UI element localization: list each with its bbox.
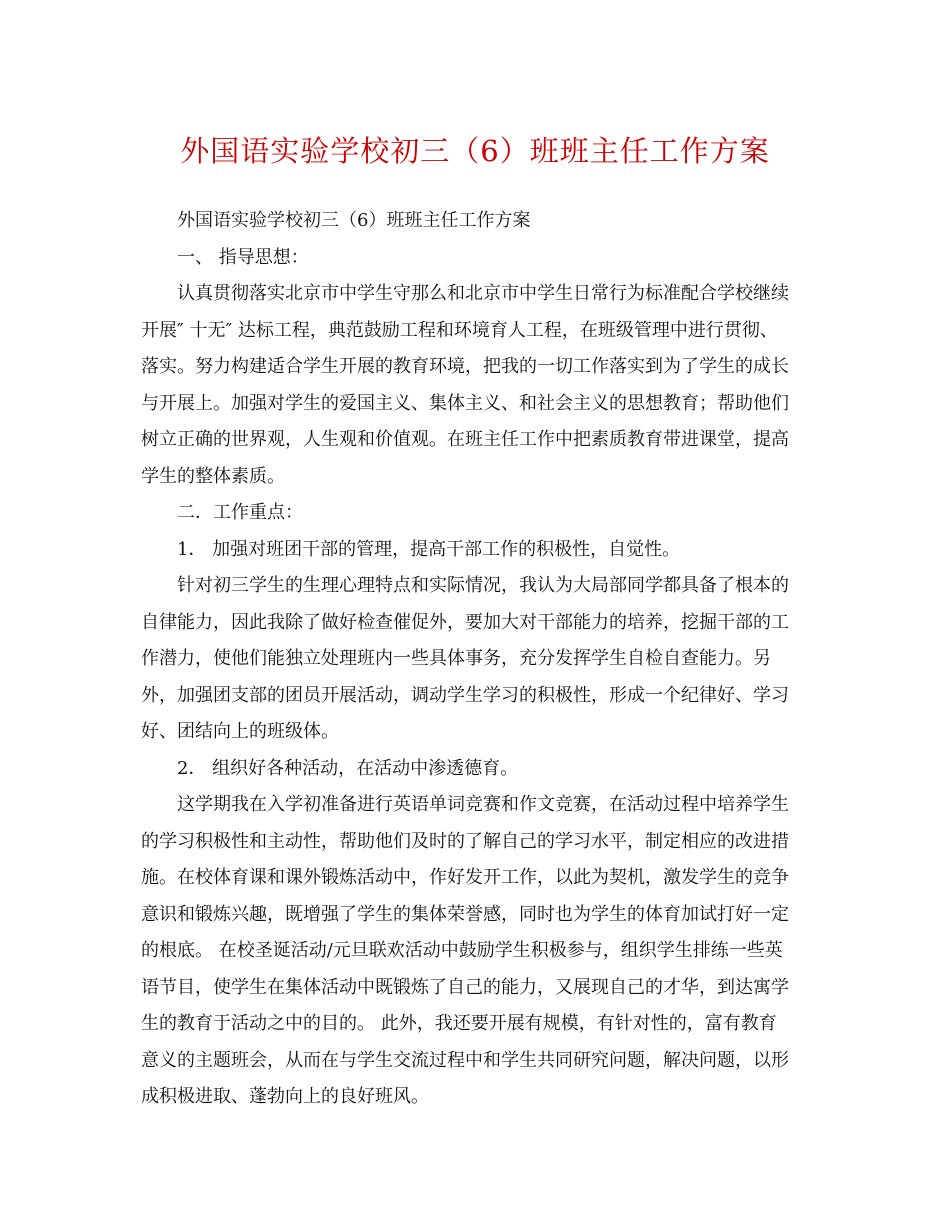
paragraph-line: 作潜力，使他们能独立处理班内一些具体事务，充分发挥学生自检自查能力。另 — [141, 648, 771, 669]
paragraph-line: 语节目，使学生在集体活动中既锻炼了自己的能力，又展现自己的才华，到达寓学 — [141, 976, 789, 998]
paragraph-line: 成积极进取、蓬勃向上的良好班风。 — [141, 1086, 429, 1107]
paragraph-line: 好、团结向上的班级体。 — [141, 721, 339, 742]
paragraph-line: 意义的主题班会，从而在与学生交流过程中和学生共同研究问题，解决问题，以形 — [141, 1049, 789, 1071]
paragraph-line: 的根底。 在校圣诞活动/元旦联欢活动中鼓励学生积极参与，组织学生排练一些英 — [141, 940, 783, 961]
list-item-heading: 1． 加强对班团干部的管理，提高干部工作的积极性，自觉性。 — [177, 538, 681, 560]
document-body — [141, 203, 813, 1116]
paragraph-line: 树立正确的世界观，人生观和价值观。在班主任工作中把素质教育带进课堂，提高 — [141, 429, 789, 450]
document-title: 外国语实验学校初三（6）班班主任工作方案 — [180, 134, 770, 168]
paragraph-line: 落实。努力构建适合学生开展的教育环境，把我的一切工作落实到为了学生的成长 — [141, 356, 789, 377]
paragraph-line: 这学期我在入学初准备进行英语单词竞赛和作文竞赛，在活动过程中培养学生 — [177, 794, 789, 815]
paragraph-line: 外，加强团支部的团员开展活动，调动学生学习的积极性，形成一个纪律好、学习 — [141, 684, 789, 706]
paragraph-line: 施。在校体育课和课外锻炼活动中，作好发开工作，以此为契机，激发学生的竞争 — [141, 867, 789, 888]
paragraph-line: 与开展上。加强对学生的爱国主义、集体主义、和社会主义的思想教育；帮助他们 — [141, 392, 789, 414]
list-item-heading: 2． 组织好各种活动，在活动中渗透德育。 — [177, 757, 519, 779]
paragraph-line: 认真贯彻落实北京市中学生守那么和北京市中学生日常行为标准配合学校继续 — [177, 283, 789, 304]
paragraph-line: 意识和锻炼兴趣，既增强了学生的集体荣誉感，同时也为学生的体育加试打好一定 — [141, 903, 789, 925]
paragraph-line: 针对初三学生的生理心理特点和实际情况，我认为大局部同学都具备了根本的 — [177, 575, 789, 596]
paragraph-line: 自律能力，因此我除了做好检查催促外，要加大对干部能力的培养，挖掘干部的工 — [141, 611, 789, 633]
paragraph-line: 开展″ 十无″ 达标工程，典范鼓励工程和环境育人工程，在班级管理中进行贯彻、 — [141, 319, 778, 341]
section-heading-guiding-thought: 一、 指导思想： — [177, 246, 309, 268]
paragraph-line: 的学习积极性和主动性，帮助他们及时的了解自己的学习水平，制定相应的改进措 — [141, 830, 789, 852]
paragraph-line: 生的教育于活动之中的目的。 此外，我还要开展有规模，有针对性的，富有教育 — [141, 1013, 777, 1034]
subtitle-line: 外国语实验学校初三（6）班班主任工作方案 — [177, 210, 531, 231]
section-heading-work-focus: 二．工作重点： — [177, 502, 303, 523]
paragraph-line: 学生的整体素质。 — [141, 465, 285, 487]
